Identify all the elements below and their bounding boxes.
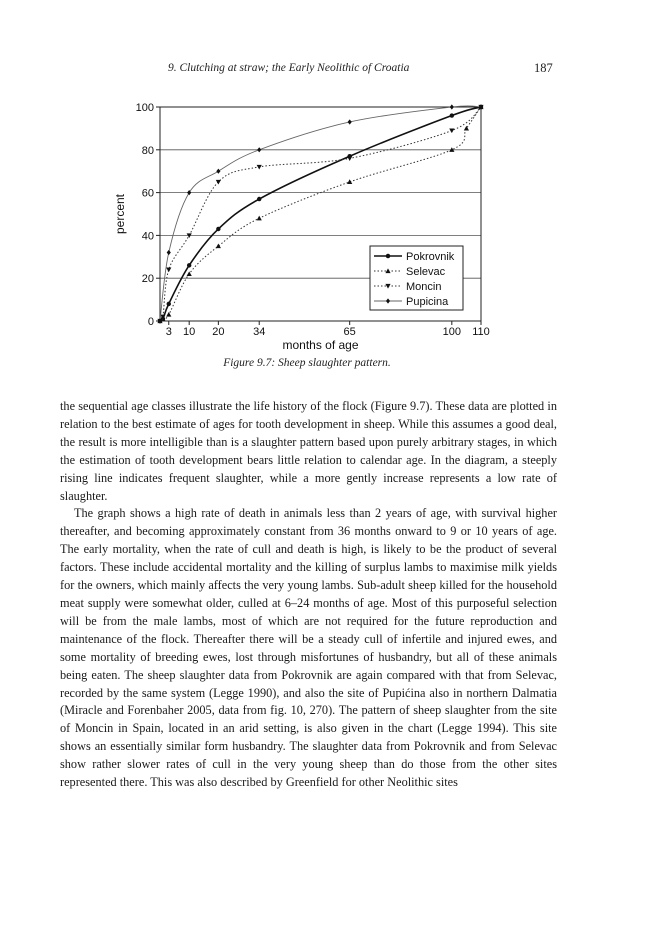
legend-label: Pokrovnik: [406, 251, 455, 263]
figure-caption: Figure 9.7: Sheep slaughter pattern.: [223, 357, 391, 369]
x-tick-label: 20: [212, 326, 225, 338]
y-tick-label: 100: [135, 102, 154, 114]
y-tick-label: 20: [141, 273, 154, 286]
x-tick-label: 110: [472, 326, 490, 338]
x-tick-label: 3: [165, 326, 172, 338]
y-tick-label: 80: [141, 144, 154, 157]
y-tick-label: 60: [141, 187, 154, 200]
data-point: [257, 197, 261, 201]
y-tick-label: 40: [141, 230, 154, 243]
page-number: 187: [534, 61, 553, 75]
y-tick-label: 0: [147, 316, 154, 328]
legend-label: Moncin: [406, 281, 442, 293]
figure: [0, 0, 650, 400]
running-head: 9. Clutching at straw; the Early Neolithic of Croatia: [168, 62, 410, 74]
paragraph: The graph shows a high rate of death in animals less than 2 years of age, with survival higher thereafter, and becoming approximately constant from 36 months onward to 9 or 10 years of age. The early mortality, when the rate of cull and death is high, is likely to be the product of several factors. These include accidental mortality and the killing of surplus lambs to maximise milk yields for the owners, which mainly affects the very young lambs. Sub-adult sheep killed for the household meat supply were somewhat older, culled at 6–24 months of age. Most of this purposeful selection will be from the male lambs, most of which are not required for the future reproduction and maintenance of the flock. Thereafter there will be a steady cull of infertile and injured ewes, and some mortality of breeding ewes, lost through misfortunes of husbandry, but all of these animals being eaten. The sheep slaughter data from Pokrovnik are again compared with that from Selevac, recorded by the same system (Legge 1990), and also the site of Pupićina also in northern Dalmatia (Miracle and Forenbaher 2005, data from fig. 10, 270). The pattern of sheep slaughter from the site of Moncin in Spain, located in an arid setting, is also given in the chart (Legge 1994). This site shows an essentially similar form husbandry. The slaughter data from Pokrovnik and from Selevac show rather slower rates of cull in the very young sheep than do those from the other sites represented there. This was also described by Greenfield for other Neolithic sites: [60, 506, 557, 790]
x-tick-label: 100: [442, 326, 461, 338]
x-tick-label: 10: [183, 326, 196, 338]
legend-label: Pupicina: [406, 296, 449, 308]
data-point: [216, 227, 220, 231]
data-point: [386, 254, 390, 258]
data-point: [167, 302, 171, 306]
slaughter-chart: [0, 0, 650, 360]
paragraph: the sequential age classes illustrate the life history of the flock (Figure 9.7). These data are plotted in relation to the best estimate of ages for tooth development in sheep. While this assumes a good deal, the result is more intelligible than is a slaughter pattern based upon purely arbitrary stages, in which the estimation of tooth development bears little relation to calendar age. In the diagram, a steeply rising line indicates frequent slaughter, while a more gently increase represents a low rate of slaughter.: [60, 399, 557, 503]
x-tick-label: 65: [343, 326, 356, 338]
body-text: [60, 398, 557, 792]
x-tick-label: 34: [253, 326, 266, 338]
y-axis-label: percent: [113, 193, 127, 235]
legend-label: Selevac: [406, 266, 446, 278]
data-point: [187, 263, 191, 267]
data-point: [450, 113, 454, 117]
x-axis-label: months of age: [282, 338, 359, 352]
